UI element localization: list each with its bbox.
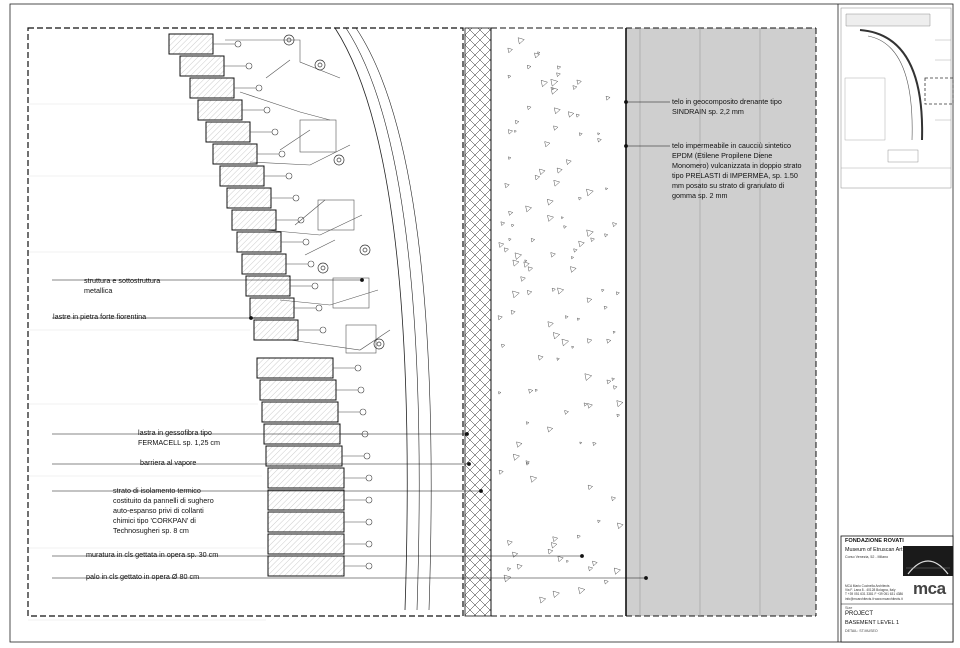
stone-slab — [220, 166, 264, 186]
callout-isolamento-line-4: chimici tipo 'CORKPAN' di — [113, 516, 196, 525]
aggregate-mark — [509, 238, 511, 240]
stone-slab — [268, 490, 344, 510]
aggregate-mark — [524, 262, 529, 267]
aggregate-mark — [512, 291, 519, 298]
aggregate-mark — [607, 380, 611, 384]
stone-slab — [190, 78, 234, 98]
aggregate-mark — [499, 243, 504, 248]
aggregate-mark — [527, 106, 531, 110]
project-address: Corso Venezia, 52 - Milano — [845, 555, 889, 559]
slab-anchor — [316, 305, 322, 311]
stone-slab — [262, 402, 338, 422]
aggregate-mark — [540, 597, 546, 603]
stone-slab — [169, 34, 213, 54]
callout-struttura-line-2: metallica — [84, 286, 113, 295]
aggregate-mark — [529, 389, 533, 393]
aggregate-mark — [584, 403, 587, 406]
aggregate-mark — [587, 230, 594, 237]
stone-slab — [206, 122, 250, 142]
aggregate-mark — [526, 206, 532, 212]
aggregate-mark — [616, 292, 619, 295]
aggregate-mark — [574, 249, 577, 252]
aggregate-mark — [579, 133, 582, 136]
aggregate-mark — [508, 130, 512, 134]
aggregate-mark — [547, 199, 553, 205]
insulation-band — [465, 28, 491, 616]
aggregate-mark — [554, 180, 560, 186]
aggregate-mark — [571, 257, 573, 259]
slab-anchor — [293, 195, 299, 201]
aggregate-mark — [566, 560, 568, 562]
aggregate-mark — [527, 290, 532, 295]
callout-isolamento-line-1: strato di isolamento termico — [113, 486, 201, 495]
aggregate-mark — [613, 223, 617, 227]
curved-cladding-lines — [335, 28, 431, 610]
slab-anchor — [360, 409, 366, 415]
slab-anchor — [272, 129, 278, 135]
aggregate-mark — [613, 386, 617, 390]
aggregate-mark — [612, 497, 616, 501]
aggregate-mark — [513, 454, 519, 460]
slab-anchor — [264, 107, 270, 113]
callout-lastra-gessofibra-line-1: lastra in gessofibra tipo — [138, 428, 212, 437]
aggregate-mark — [548, 215, 554, 221]
aggregate-mark — [531, 238, 535, 242]
callout-telo-impermeabile-line-3: Monomero) vulcanizzata in doppio strato — [672, 161, 802, 170]
callout-isolamento-line-2: costituito da pannelli di sughero — [113, 496, 214, 505]
aggregate-mark — [580, 442, 582, 444]
aggregate-mark — [617, 401, 623, 407]
aggregate-mark — [547, 427, 552, 432]
aggregate-mark — [508, 157, 511, 160]
aggregate-mark — [507, 540, 512, 545]
aggregate-mark — [548, 549, 553, 554]
callout-muratura-line-1: muratura in cls gettata in opera sp. 30 cm — [86, 550, 219, 559]
aggregate-mark — [564, 226, 567, 229]
stone-slab — [257, 358, 333, 378]
stone-slab — [246, 276, 290, 296]
aggregate-mark — [508, 568, 511, 571]
aggregate-mark — [577, 318, 579, 320]
aggregate-mark — [604, 306, 607, 309]
slab-anchor — [303, 239, 309, 245]
aggregate-mark — [538, 52, 540, 54]
slab-anchor — [358, 387, 364, 393]
aggregate-mark — [577, 80, 581, 84]
slab-anchor — [286, 173, 292, 179]
callout-lastre-line-1: lastre in pietra forte fiorentina — [53, 312, 147, 321]
aggregate-mark — [512, 224, 515, 227]
aggregate-mark — [514, 130, 516, 132]
aggregate-mark — [528, 267, 533, 272]
stone-slab — [268, 534, 344, 554]
slab-anchor — [366, 519, 372, 525]
stone-slab — [237, 232, 281, 252]
stone-slab — [213, 144, 257, 164]
aggregate-mark — [539, 169, 545, 175]
aggregate-mark — [566, 160, 571, 165]
stone-slab — [180, 56, 224, 76]
aggregate-mark — [535, 175, 540, 180]
stone-slab — [198, 100, 242, 120]
aggregate-mark — [605, 234, 608, 237]
callout-muratura — [86, 550, 218, 560]
callout-palo — [86, 572, 199, 582]
aggregate-mark — [499, 470, 503, 474]
aggregate-mark — [557, 358, 560, 361]
callout-struttura-line-1: struttura e sottostruttura — [84, 276, 161, 285]
aggregate-mark — [538, 355, 543, 360]
slab-anchor — [235, 41, 241, 47]
aggregate-mark — [541, 80, 547, 86]
aggregate-mark — [570, 267, 576, 273]
aggregate-mark — [551, 543, 557, 549]
aggregate-mark — [554, 108, 560, 114]
aggregate-mark — [614, 568, 620, 574]
aggregate-mark — [501, 222, 505, 226]
project-name: Museum of Etruscan Art — [845, 547, 903, 553]
slab-anchor — [366, 563, 372, 569]
aggregate-mark — [561, 217, 563, 219]
stone-slab — [260, 380, 336, 400]
aggregate-mark — [501, 344, 504, 347]
aggregate-mark — [504, 575, 511, 582]
aggregate-mark — [551, 253, 556, 258]
detail-label: DETAIL: ST.MUSEO — [845, 629, 878, 633]
size-label: Size — [845, 606, 853, 610]
aggregate-mark — [557, 168, 562, 173]
aggregate-mark — [588, 567, 592, 571]
aggregate-mark — [553, 537, 558, 542]
slab-anchor — [256, 85, 262, 91]
aggregate-mark — [557, 66, 560, 69]
callout-lastra-gessofibra-line-2: FERMACELL sp. 1,25 cm — [138, 438, 221, 447]
aggregate-mark — [545, 142, 550, 147]
callout-struttura — [84, 276, 160, 296]
aggregate-mark — [525, 260, 527, 262]
aggregate-mark — [578, 588, 584, 594]
slab-anchor — [246, 63, 252, 69]
slab-anchor — [366, 475, 372, 481]
slab-anchor — [320, 327, 326, 333]
aggregate-mark — [508, 48, 513, 53]
stone-slab — [268, 468, 344, 488]
project-label: PROJECT — [845, 611, 874, 617]
aggregate-mark — [513, 260, 519, 266]
aggregate-mark — [552, 288, 555, 291]
callout-telo-impermeabile-line-1: telo impermeabile in caucciù sintetico — [672, 141, 792, 150]
aggregate-mark — [509, 211, 513, 215]
aggregate-mark — [554, 126, 558, 130]
aggregate-mark — [517, 442, 522, 447]
aggregate-mark — [617, 414, 620, 417]
studio-info-line-3: T +39 051 631 3381 F +39 051 631 4386 — [845, 592, 904, 597]
aggregate-mark — [573, 86, 577, 90]
aggregate-mark — [565, 316, 568, 319]
aggregate-mark — [508, 75, 511, 78]
callout-isolamento-line-3: auto-espanso privi di collanti — [113, 506, 204, 515]
callout-telo-impermeabile-line-5: mm posato su strato di granulato di — [672, 181, 785, 190]
key-plan — [841, 8, 953, 188]
aggregate-mark — [579, 241, 585, 247]
aggregate-mark — [576, 114, 579, 117]
aggregate-mark — [521, 277, 526, 282]
callout-isolamento — [113, 486, 214, 536]
aggregate-mark — [526, 422, 529, 425]
stone-slab — [254, 320, 298, 340]
aggregate-mark — [535, 389, 537, 391]
callout-telo-drenante-line-1: telo in geocomposito drenante tipo — [672, 97, 782, 106]
aggregate-mark — [498, 316, 502, 320]
aggregate-mark — [585, 374, 592, 381]
studio-info — [845, 584, 903, 601]
aggregate-mark — [598, 133, 600, 135]
aggregate-mark — [579, 197, 582, 200]
callout-isolamento-line-5: Technosugheri sp. 8 cm — [113, 526, 189, 535]
studio-info-line-4: info@mcarchitects.it www.mcarchitects.it — [845, 596, 903, 601]
aggregate-mark — [568, 112, 574, 118]
aggregate-mark — [598, 520, 601, 523]
studio-info-line-2: Via F. Lana 8 - 40128 Bologna, Italy — [845, 588, 896, 593]
aggregate-mark — [592, 561, 597, 566]
slab-anchor — [312, 283, 318, 289]
aggregate-mark — [606, 96, 610, 100]
studio-logo: mca — [913, 579, 946, 598]
callout-telo-impermeabile — [672, 141, 801, 201]
aggregate-mark — [577, 535, 580, 538]
aggregate-mark — [565, 410, 569, 414]
aggregate-mark — [606, 188, 608, 190]
studio-info-line-1: MCA Mario Cucinella Architects — [845, 584, 890, 588]
slab-anchor — [364, 453, 370, 459]
aggregate-mark — [498, 392, 500, 394]
aggregate-mark — [527, 65, 531, 69]
callout-telo-impermeabile-line-6: gomma sp. 2 mm — [672, 191, 728, 200]
stone-slab — [232, 210, 276, 230]
aggregate-mark — [572, 346, 574, 348]
aggregate-mark — [530, 476, 536, 482]
aggregate-mark — [602, 289, 604, 291]
callout-lastra-gessofibra — [138, 428, 220, 448]
slab-anchor — [366, 497, 372, 503]
aggregate-mark — [553, 591, 559, 597]
callout-palo-line-1: palo in cls gettato in opera Ø 80 cm — [86, 572, 200, 581]
slab-anchor — [366, 541, 372, 547]
stone-slab — [268, 556, 344, 576]
aggregate-mark — [607, 339, 611, 343]
aggregate-mark — [612, 378, 615, 381]
slab-anchor — [308, 261, 314, 267]
aggregate-mark — [588, 485, 593, 490]
aggregate-mark — [505, 183, 509, 187]
aggregate-mark — [551, 79, 558, 86]
slab-anchor — [355, 365, 361, 371]
aggregate-mark — [586, 189, 593, 196]
callout-telo-impermeabile-line-2: EPDM (Etilene Propilene Diene — [672, 151, 773, 160]
callout-barriera-vapore-line-1: barriera al vapore — [140, 458, 197, 467]
callout-telo-impermeabile-line-4: tipo PRELASTI di IMPERMEA, sp. 1.50 — [672, 171, 798, 180]
callout-lastre — [53, 312, 146, 322]
slab-anchor — [279, 151, 285, 157]
aggregate-mark — [512, 552, 517, 557]
callout-telo-drenante-line-2: SINDRAIN sp. 2,2 mm — [672, 107, 744, 116]
aggregate-mark — [587, 298, 592, 303]
aggregate-mark — [598, 138, 602, 142]
stone-slab — [266, 446, 342, 466]
aggregate-mark — [558, 556, 563, 561]
callout-barriera-vapore — [140, 458, 196, 468]
client-name: FONDAZIONE ROVATI — [845, 538, 904, 544]
aggregate-mark — [511, 310, 515, 314]
aggregate-mark — [515, 120, 519, 124]
aggregate-mark — [591, 238, 595, 242]
aggregate-mark — [613, 331, 615, 333]
aggregate-mark — [593, 442, 596, 445]
concrete-speckle — [498, 38, 623, 603]
stone-slab — [242, 254, 286, 274]
level-label: BASEMENT LEVEL 1 — [845, 620, 900, 626]
callout-telo-drenante — [672, 97, 782, 117]
aggregate-mark — [518, 38, 524, 44]
aggregate-mark — [562, 339, 569, 346]
aggregate-mark — [517, 564, 522, 569]
aggregate-mark — [617, 523, 623, 529]
aggregate-mark — [557, 73, 561, 77]
aggregate-mark — [553, 333, 559, 339]
aggregate-mark — [557, 288, 563, 294]
aggregate-mark — [515, 253, 522, 260]
detail-boundary — [28, 28, 463, 616]
stone-slab — [268, 512, 344, 532]
aggregate-mark — [588, 404, 593, 409]
aggregate-mark — [548, 322, 554, 328]
stone-slab — [227, 188, 271, 208]
stone-slab — [250, 298, 294, 318]
aggregate-mark — [587, 339, 592, 344]
aggregate-mark — [504, 248, 508, 252]
aggregate-mark — [604, 580, 608, 584]
